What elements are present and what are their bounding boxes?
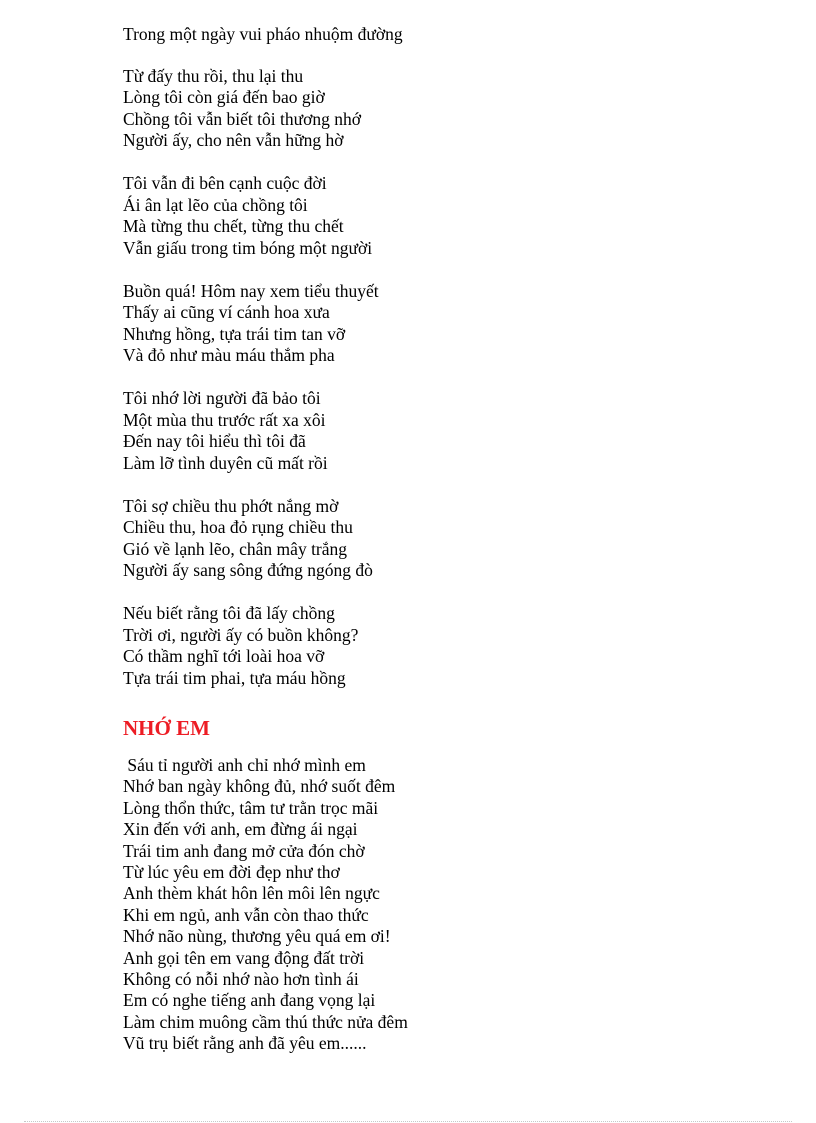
poem-line: Từ lúc yêu em đời đẹp như thơ bbox=[123, 861, 340, 882]
poem-line: Nhớ não nùng, thương yêu quá em ơi! bbox=[123, 926, 391, 947]
poem-line: Chiều thu, hoa đỏ rụng chiều thu bbox=[123, 517, 353, 537]
stanza bbox=[123, 603, 763, 689]
poem-two bbox=[123, 755, 763, 1054]
poem-line: Trong một ngày vui pháo nhuộm đường bbox=[123, 24, 403, 44]
poem-line: Và đỏ như màu máu thắm pha bbox=[123, 345, 335, 365]
poem-line: Gió về lạnh lẽo, chân mây trắng bbox=[123, 538, 348, 559]
poem-line: Anh gọi tên em vang động đất trời bbox=[123, 947, 365, 968]
poem-line: Người ấy sang sông đứng ngóng đò bbox=[123, 560, 373, 580]
poem-line: Mà từng thu chết, từng thu chết bbox=[123, 216, 344, 236]
poem-line: Em có nghe tiếng anh đang vọng lại bbox=[123, 990, 376, 1011]
poem-line: Làm chim muông cầm thú thức nửa đêm bbox=[123, 1011, 408, 1032]
poem-line: Đến nay tôi hiểu thì tôi đã bbox=[123, 431, 306, 451]
poem-line: Tôi sợ chiều thu phớt nắng mờ bbox=[123, 495, 339, 516]
poem-line: Có thầm nghĩ tới loài hoa vỡ bbox=[123, 646, 325, 666]
poem-line: Buồn quá! Hôm nay xem tiểu thuyết bbox=[123, 280, 379, 301]
stanza bbox=[123, 24, 763, 46]
poem-line: Lòng tôi còn giá đến bao giờ bbox=[123, 87, 325, 107]
poem-line: Vẫn giấu trong tim bóng một người bbox=[123, 237, 373, 258]
poem-line: Trời ơi, người ấy có buồn không? bbox=[123, 624, 359, 645]
page-bottom-border bbox=[24, 1121, 792, 1122]
poem-line: Trái tim anh đang mở cửa đón chờ bbox=[123, 840, 365, 861]
stanza bbox=[123, 173, 763, 259]
poem-title: NHỚ EM bbox=[123, 716, 210, 740]
poem-line: Từ đấy thu rồi, thu lại thu bbox=[123, 65, 304, 86]
poem-line: Thấy ai cũng ví cánh hoa xưa bbox=[123, 302, 330, 322]
poem-line: Tựa trái tim phai, tựa máu hồng bbox=[123, 667, 346, 688]
poem-line: Xin đến với anh, em đừng ái ngại bbox=[123, 819, 358, 840]
poem-line: Người ấy, cho nên vẫn hững hờ bbox=[123, 130, 344, 150]
poem-one bbox=[123, 24, 763, 689]
poem-line: Ái ân lạt lẽo của chồng tôi bbox=[123, 194, 308, 215]
poem-line: Anh thèm khát hôn lên môi lên ngực bbox=[123, 883, 380, 904]
poem-line: Làm lỡ tình duyên cũ mất rồi bbox=[123, 452, 328, 473]
poem-line: Lòng thổn thức, tâm tư trằn trọc mãi bbox=[123, 797, 379, 818]
poem-line: Không có nỗi nhớ nào hơn tình ái bbox=[123, 968, 359, 989]
poem-line: Vũ trụ biết rằng anh đã yêu em...... bbox=[123, 1033, 367, 1054]
poem-line: Chồng tôi vẫn biết tôi thương nhớ bbox=[123, 108, 361, 129]
poem-line: Nếu biết rằng tôi đã lấy chồng bbox=[123, 603, 335, 623]
poem-line: Tôi nhớ lời người đã bảo tôi bbox=[123, 388, 321, 408]
stanza bbox=[123, 281, 763, 367]
poem-line: Khi em ngủ, anh vẫn còn thao thức bbox=[123, 904, 369, 925]
poem-line: Sáu tỉ người anh chỉ nhớ mình em bbox=[123, 755, 366, 775]
stanza bbox=[123, 388, 763, 474]
poem-line: Nhớ ban ngày không đủ, nhớ suốt đêm bbox=[123, 776, 396, 797]
poem-line: Nhưng hồng, tựa trái tim tan vỡ bbox=[123, 323, 346, 344]
stanza bbox=[123, 496, 763, 582]
stanza bbox=[123, 66, 763, 152]
poem-line: Tôi vẫn đi bên cạnh cuộc đời bbox=[123, 173, 327, 193]
poem-line: Một mùa thu trước rất xa xôi bbox=[123, 409, 326, 430]
document-page bbox=[123, 24, 763, 1054]
